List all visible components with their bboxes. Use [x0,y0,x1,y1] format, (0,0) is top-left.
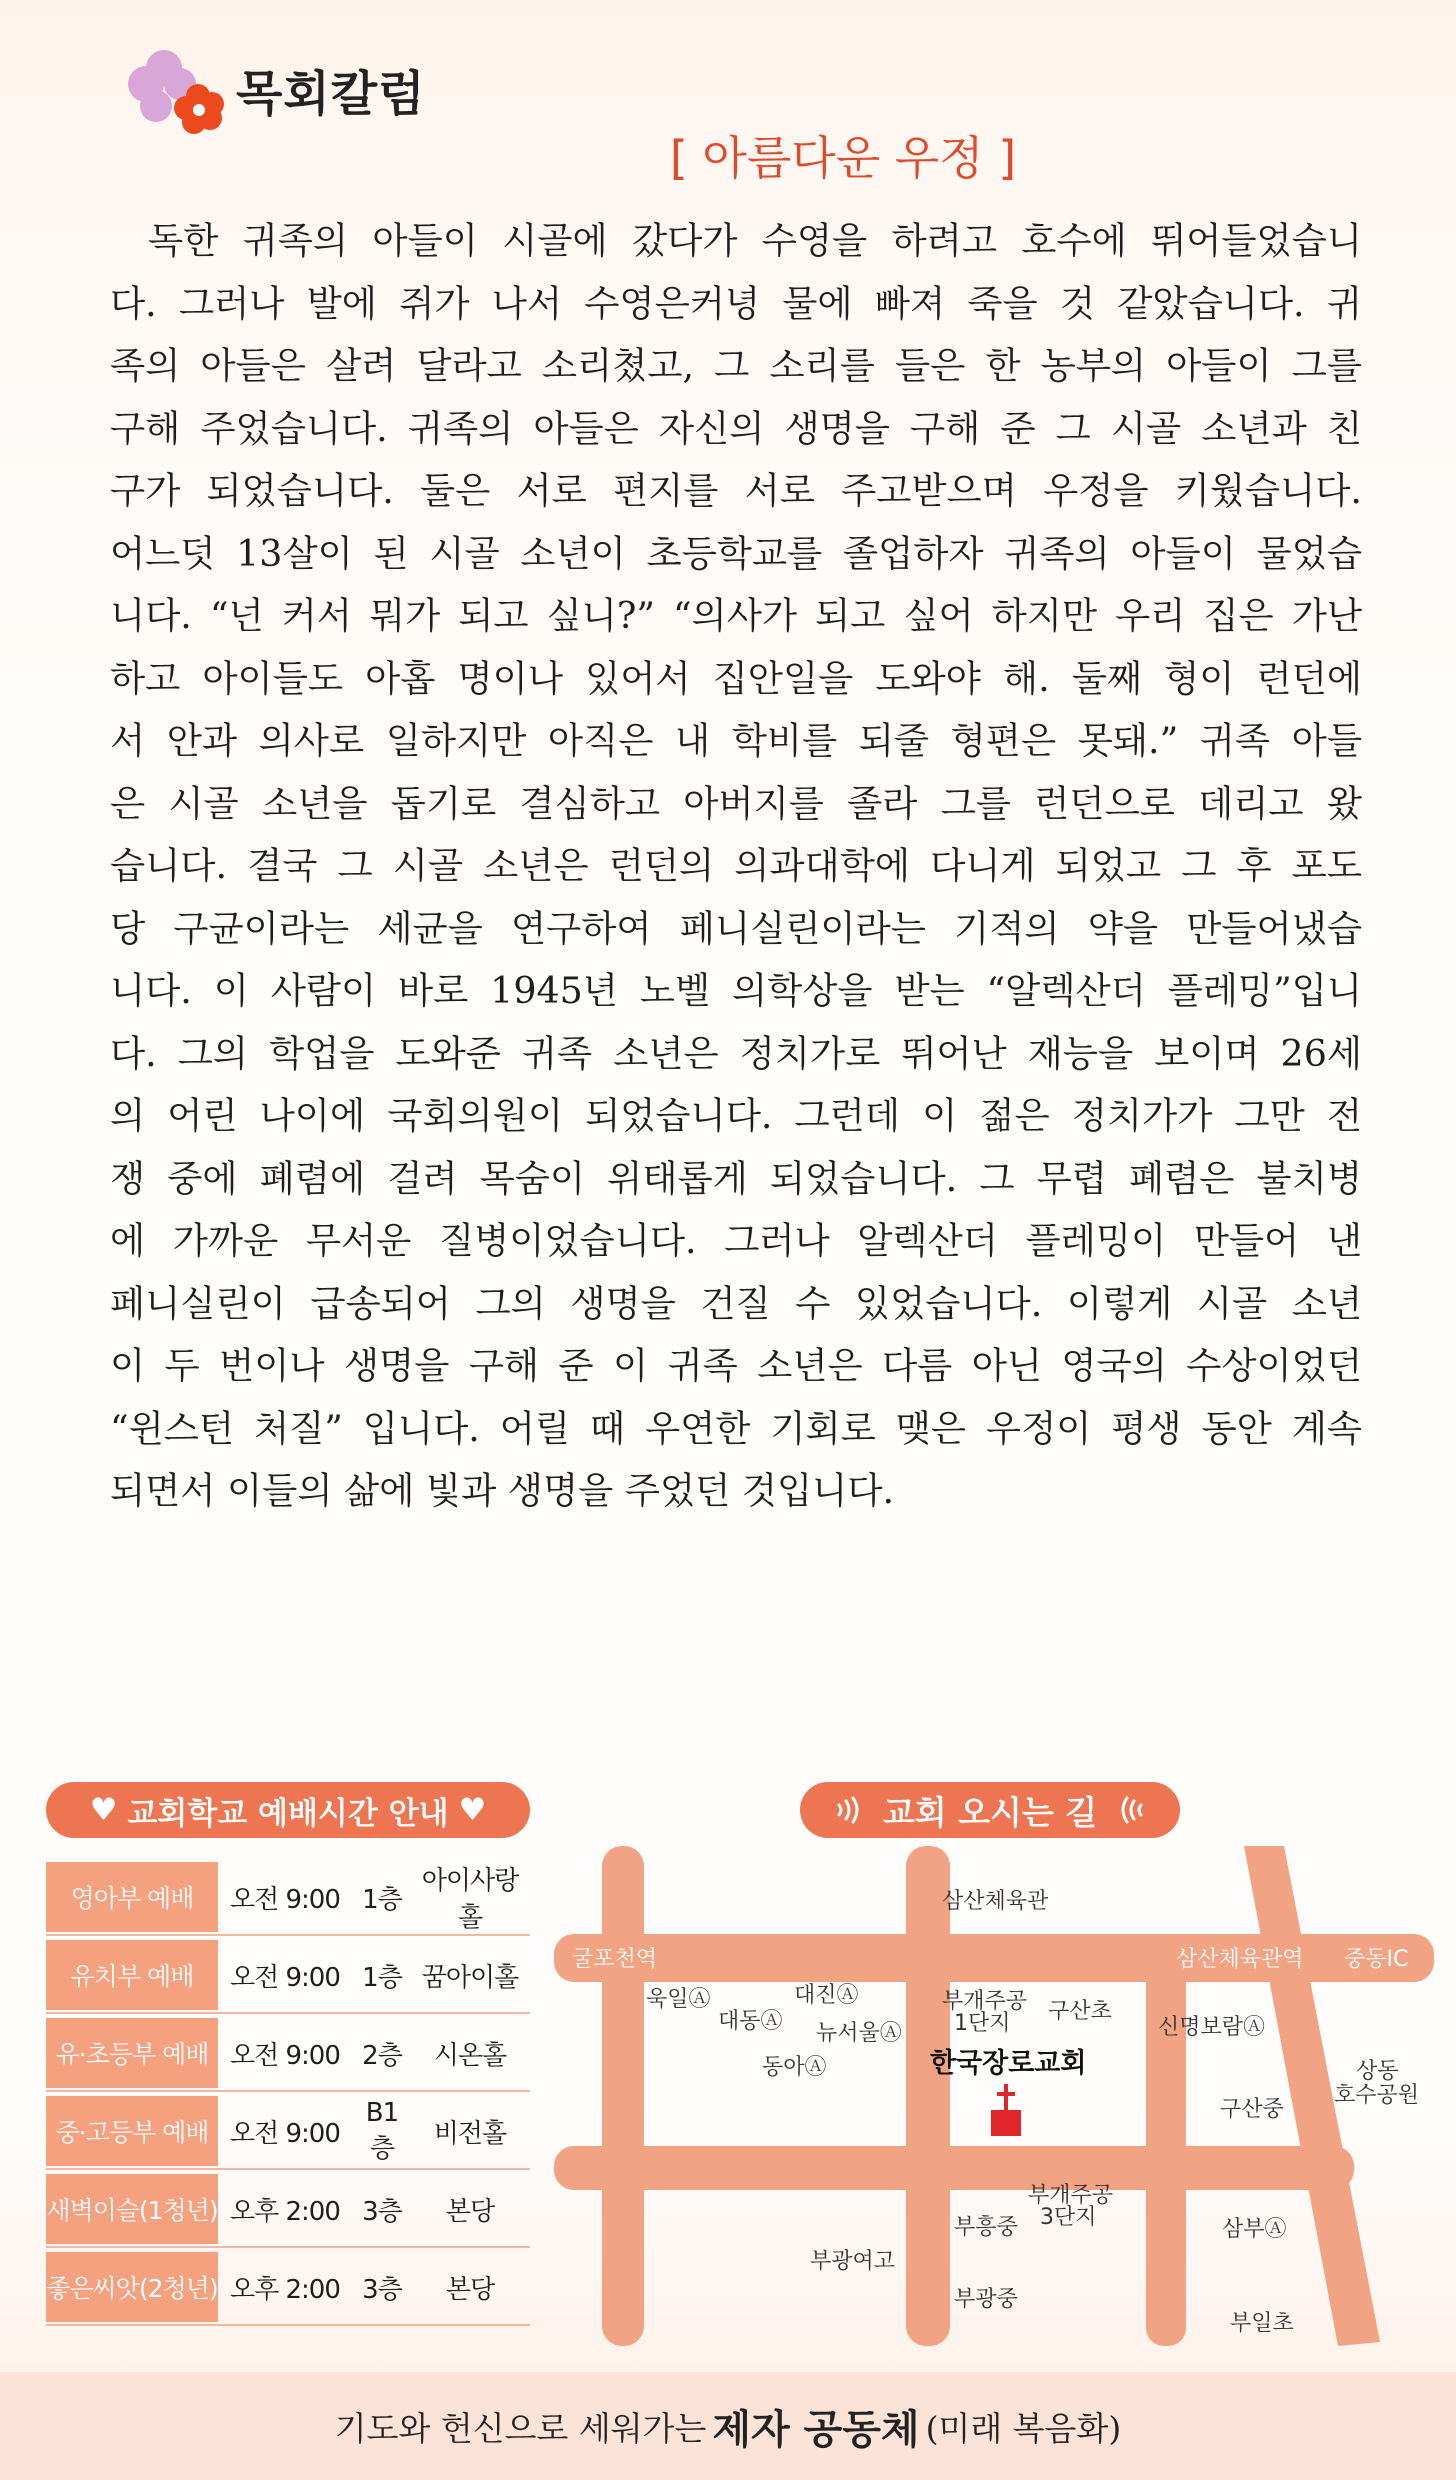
place-label: 신명보람Ⓐ [1158,2015,1266,2040]
schedule-room: 아이사랑홀 [421,1866,519,1933]
schedule-time: 오후 2:00 [230,2196,340,2227]
schedule-room: 본당 [445,2274,495,2305]
ic-label: 중동IC [1344,1947,1409,1972]
body-line: 당 구균이라는 세균을 연구하여 페니실린이라는 기적의 약을 만들어냈습 [110,906,1362,950]
schedule-room: 비전홀 [433,2118,507,2149]
sound-wave-icon [1111,1795,1145,1825]
body-line: 구해 주었습니다. 귀족의 아들은 자신의 생명을 구해 준 그 시골 소년과 친 [110,406,1362,450]
church-label: 한국장로교회 [930,2048,1087,2079]
place-label: 3단지 [1040,2205,1097,2230]
body-line: 니다. “넌 커서 뭐가 되고 싶니?” “의사가 되고 싶어 하지만 우리 집은 가난 [110,594,1362,637]
place-label: 부광중 [954,2287,1018,2312]
body-line: 서 안과 의사로 일하지만 아직은 내 학비를 되줄 형편은 못돼.” 귀족 아들 [110,719,1362,762]
place-label: 삼산체육관 [942,1889,1049,1914]
schedule-title-text: 교회학교 예배시간 안내 [127,1795,449,1832]
church-icon [991,2084,1021,2136]
body-line: “윈스턴 처질” 입니다. 어릴 때 우연한 기회로 맺은 우정이 평생 동안 계속 [110,1406,1362,1450]
schedule-category: 유치부 예배 [46,1940,218,2010]
place-label: 대동Ⓐ [718,2009,783,2034]
schedule-time: 오전 9:00 [230,1884,340,1915]
schedule-category: 좋은씨앗(2청년) [46,2252,218,2322]
schedule-floor: 1층 [362,1962,402,1993]
body-line: 다. 그러나 발에 쥐가 나서 수영은커녕 물에 빠져 죽을 것 같았습니다. 귀 [110,281,1362,325]
schedule-floor: 3층 [362,2274,402,2305]
place-label: 부흥중 [954,2215,1018,2240]
table-row [46,2094,530,2170]
schedule-time: 오후 2:00 [230,2274,340,2305]
column-header [128,44,425,134]
place-label: 삼부Ⓐ [1222,2217,1287,2242]
schedule-category: 새벽이슬(1청년) [46,2174,218,2244]
place-label: 부개주공 [942,1989,1028,2014]
table-row [46,2172,530,2248]
sound-wave-icon [835,1795,869,1825]
article-body [110,210,1362,1523]
schedule-time: 오전 9:00 [230,2040,340,2071]
schedule-time: 오전 9:00 [230,2118,340,2149]
heart-icon: ♥ [89,1792,118,1828]
body-line: 다. 그의 학업을 도와준 귀족 소년은 정치가로 뛰어난 재능을 보이며 26세 [110,1031,1362,1075]
footer-emphasis: 제자 공동체 [712,2406,920,2453]
place-label: 대진Ⓐ [794,1983,859,2008]
map-title [800,1782,1180,1838]
footer-banner [0,2372,1456,2480]
footer-prefix: 기도와 헌신으로 세워가는 [334,2408,707,2448]
schedule-category: 중·고등부 예배 [46,2096,218,2166]
schedule-table [46,1860,530,2328]
body-line: 하고 아이들도 아홉 명이나 있어서 집안일을 도와야 해. 둘째 형이 런던에 [110,656,1362,700]
map-title-text: 교회 오시는 길 [882,1792,1098,1832]
place-label: 상동 [1356,2059,1399,2084]
place-label: 동아Ⓐ [762,2055,827,2080]
schedule-floor: 2층 [362,2040,402,2071]
body-line: 페니실린이 급송되어 그의 생명을 건질 수 있었습니다. 이렇게 시골 소년 [110,1281,1362,1325]
place-label: 부개주공 [1028,2183,1114,2208]
body-line: 은 시골 소년을 돕기로 결심하고 아버지를 졸라 그를 런던으로 데리고 왔 [110,781,1362,825]
schedule-floor: 1층 [362,1884,402,1915]
heart-icon: ♥ [458,1792,487,1828]
schedule-room: 본당 [445,2196,495,2227]
body-line: 족의 아들은 살려 달라고 소리쳤고, 그 소리를 들은 한 농부의 아들이 그를 [110,344,1362,387]
road [1146,1934,1186,2346]
footer-suffix: (미래 복음화) [925,2408,1122,2448]
table-row [46,2016,530,2092]
place-label: 부광여고 [810,2249,896,2274]
road [602,1846,644,2346]
place-label: 뉴서울Ⓐ [816,2021,902,2046]
column-title: 목회칼럼 [236,65,426,122]
flower-icon [128,44,226,134]
article-title: [ 아름다운 우정 ] [669,131,1017,185]
body-line: 구가 되었습니다. 둘은 서로 편지를 서로 주고받으며 우정을 키웠습니다. [110,469,1362,512]
place-label: 부일초 [1230,2311,1294,2336]
schedule-floor: B1층 [365,2097,399,2164]
road [554,2146,1354,2190]
table-row [46,2250,530,2326]
schedule-floor: 3층 [362,2196,402,2227]
body-line: 에 가까운 무서운 질병이었습니다. 그러나 알렉산더 플레밍이 만들어 낸 [110,1219,1362,1262]
station-label: 삼산체육관역 [1176,1947,1304,1972]
table-row [46,1938,530,2014]
body-line: 독한 귀족의 아들이 시골에 갔다가 수영을 하려고 호수에 뛰어들었습니 [148,219,1362,262]
body-line: 이 두 번이나 생명을 구해 준 이 귀족 소년은 다름 아닌 영국의 수상이었던 [110,1344,1362,1387]
schedule-time: 오전 9:00 [230,1962,340,1993]
directions-map [554,1846,1434,2356]
schedule-room: 시온홀 [433,2040,507,2071]
schedule-category: 영아부 예배 [46,1862,218,1932]
place-label: 호수공원 [1334,2083,1420,2108]
place-label: 구산초 [1048,1999,1112,2024]
place-label: 1단지 [954,2011,1011,2036]
table-row [46,1860,530,1936]
body-line: 습니다. 결국 그 시골 소년은 런던의 의과대학에 다니게 되었고 그 후 포도 [110,844,1362,887]
body-line: 니다. 이 사람이 바로 1945년 노벨 의학상을 받는 “알렉산더 플레밍”입니 [110,969,1362,1012]
schedule-room: 꿈아이홀 [421,1962,519,1993]
body-line: 어느덧 13살이 된 시골 소년이 초등학교를 졸업하자 귀족의 아들이 물었습 [110,531,1362,575]
schedule-title [46,1782,530,1838]
place-label: 욱일Ⓐ [646,1987,711,2012]
road [906,1846,950,2346]
body-line: 쟁 중에 폐렴에 걸려 목숨이 위태롭게 되었습니다. 그 무렵 폐렴은 불치병 [110,1156,1362,1200]
station-label: 굴포천역 [572,1947,658,1972]
body-line: 의 어린 나이에 국회의원이 되었습니다. 그런데 이 젊은 정치가가 그만 전 [110,1094,1362,1137]
schedule-category: 유·초등부 예배 [46,2018,218,2088]
place-label: 구산중 [1220,2097,1284,2122]
body-line: 되면서 이들의 삶에 빛과 생명을 주었던 것입니다. [110,1469,895,1512]
